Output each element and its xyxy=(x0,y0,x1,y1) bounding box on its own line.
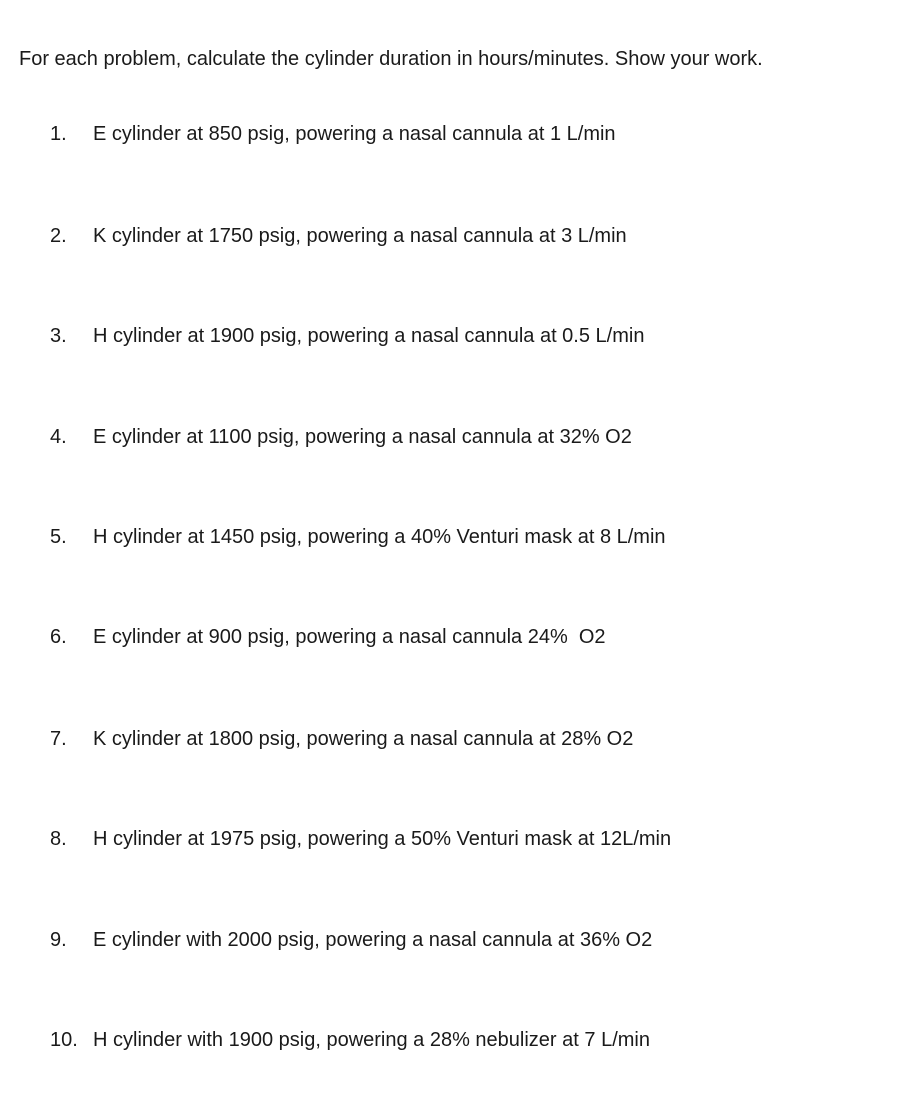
problem-item xyxy=(0,624,880,650)
problem-text: H cylinder at 1975 psig, powering a 50% Venturi mask at 12L/min xyxy=(93,828,672,850)
problem-text: K cylinder at 1800 psig, powering a nasal cannula at 28% O2 xyxy=(93,728,634,750)
problem-item xyxy=(0,726,880,752)
problem-number: 10. xyxy=(50,1029,78,1051)
problem-number: 7. xyxy=(50,728,67,750)
problem-text: K cylinder at 1750 psig, powering a nasal cannula at 3 L/min xyxy=(93,225,627,247)
problem-text: E cylinder at 900 psig, powering a nasal cannula 24% O2 xyxy=(93,626,606,648)
problem-number: 8. xyxy=(50,828,67,850)
problem-text: E cylinder with 2000 psig, powering a nasal cannula at 36% O2 xyxy=(93,929,653,951)
problem-number: 3. xyxy=(50,325,67,347)
problem-item xyxy=(0,424,880,450)
problem-text: H cylinder at 1450 psig, powering a 40% Venturi mask at 8 L/min xyxy=(93,526,666,548)
problem-item xyxy=(0,826,880,852)
problem-number: 2. xyxy=(50,225,67,247)
problem-text: E cylinder at 850 psig, powering a nasal cannula at 1 L/min xyxy=(93,123,616,145)
problem-number: 6. xyxy=(50,626,67,648)
problem-number: 9. xyxy=(50,929,67,951)
problem-item xyxy=(0,1027,880,1053)
problem-item xyxy=(0,927,880,953)
worksheet-instructions: For each problem, calculate the cylinder duration in hours/minutes. Show your work. xyxy=(19,48,763,70)
problem-item xyxy=(0,323,880,349)
problem-item xyxy=(0,223,880,249)
problem-text: H cylinder with 1900 psig, powering a 28% nebulizer at 7 L/min xyxy=(93,1029,650,1051)
problem-number: 4. xyxy=(50,426,67,448)
problem-number: 1. xyxy=(50,123,67,145)
problem-number: 5. xyxy=(50,526,67,548)
problem-item xyxy=(0,524,880,550)
problem-item xyxy=(0,121,880,147)
problem-text: E cylinder at 1100 psig, powering a nasal cannula at 32% O2 xyxy=(93,426,632,448)
problem-text: H cylinder at 1900 psig, powering a nasal cannula at 0.5 L/min xyxy=(93,325,645,347)
